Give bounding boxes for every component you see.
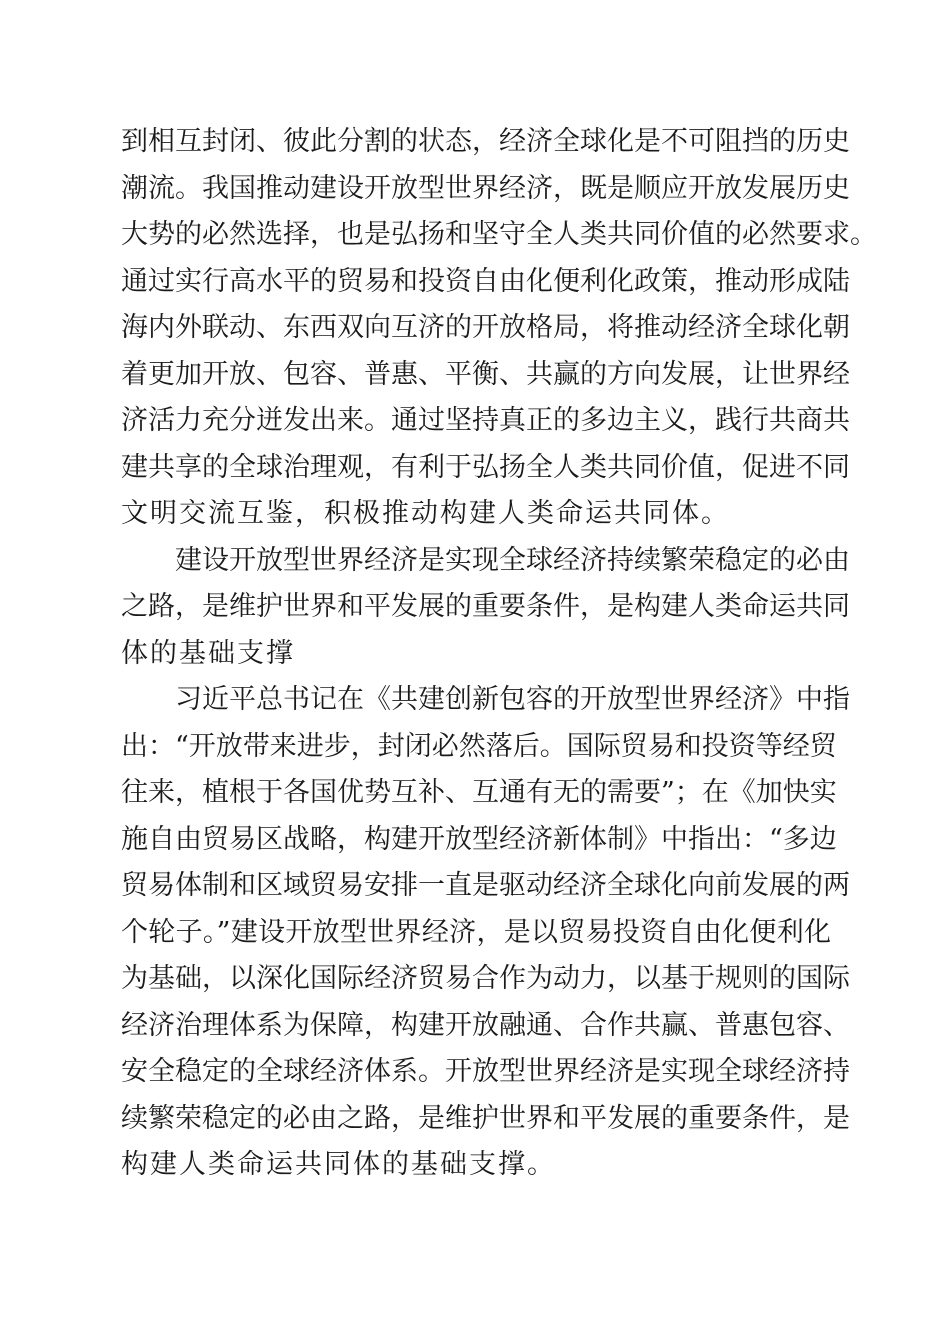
text-line: 出：“开放带来进步，封闭必然落后。国际贸易和投资等经贸: [121, 730, 837, 762]
text-line: 体的基础支撑: [121, 637, 295, 669]
text-line: 往来，植根于各国优势互补、互通有无的需要”；在《加快实: [121, 777, 837, 808]
text-line: 到相互封闭、彼此分割的状态，经济全球化是不可阻挡的历史: [121, 126, 850, 157]
text-line: 文明交流互鉴，积极推动构建人类命运共同体。: [121, 498, 730, 529]
text-line: 续繁荣稳定的必由之路，是维护世界和平发展的重要条件，是: [121, 1102, 850, 1134]
text-line: 大势的必然选择，也是弘扬和坚守全人类共同价值的必然要求。: [121, 219, 877, 250]
text-line: 建设开放型世界经济是实现全球经济持续繁荣稳定的必由: [175, 544, 850, 576]
text-line: 为基础，以深化国际经济贸易合作为动力，以基于规则的国际: [121, 963, 850, 994]
text-line: 海内外联动、东西双向互济的开放格局，将推动经济全球化朝: [121, 312, 850, 343]
text-line: 之路，是维护世界和平发展的重要条件，是构建人类命运共同: [121, 591, 850, 622]
text-line: 济活力充分迸发出来。通过坚持真正的多边主义，践行共商共: [121, 405, 850, 436]
text-line: 安全稳定的全球经济体系。开放型世界经济是实现全球经济持: [121, 1056, 850, 1087]
text-line: 施自由贸易区战略，构建开放型经济新体制》中指出：“多边: [121, 823, 837, 855]
text-line: 着更加开放、包容、普惠、平衡、共赢的方向发展，让世界经: [121, 358, 850, 390]
text-line: 构建人类命运共同体的基础支撑。: [121, 1149, 556, 1180]
text-line: 习近平总书记在《共建创新包容的开放型世界经济》中指: [175, 684, 850, 715]
text-line: 建共享的全球治理观，有利于弘扬全人类共同价值，促进不同: [121, 451, 850, 483]
text-line: 潮流。我国推动建设开放型世界经济，既是顺应开放发展历史: [121, 172, 850, 204]
text-line: 贸易体制和区域贸易安排一直是驱动经济全球化向前发展的两: [121, 870, 850, 901]
text-line: 个轮子。”建设开放型世界经济，是以贸易投资自由化便利化: [121, 916, 831, 948]
text-line: 经济治理体系为保障，构建开放融通、合作共赢、普惠包容、: [121, 1009, 850, 1041]
text-line: 通过实行高水平的贸易和投资自由化便利化政策，推动形成陆: [121, 265, 850, 297]
